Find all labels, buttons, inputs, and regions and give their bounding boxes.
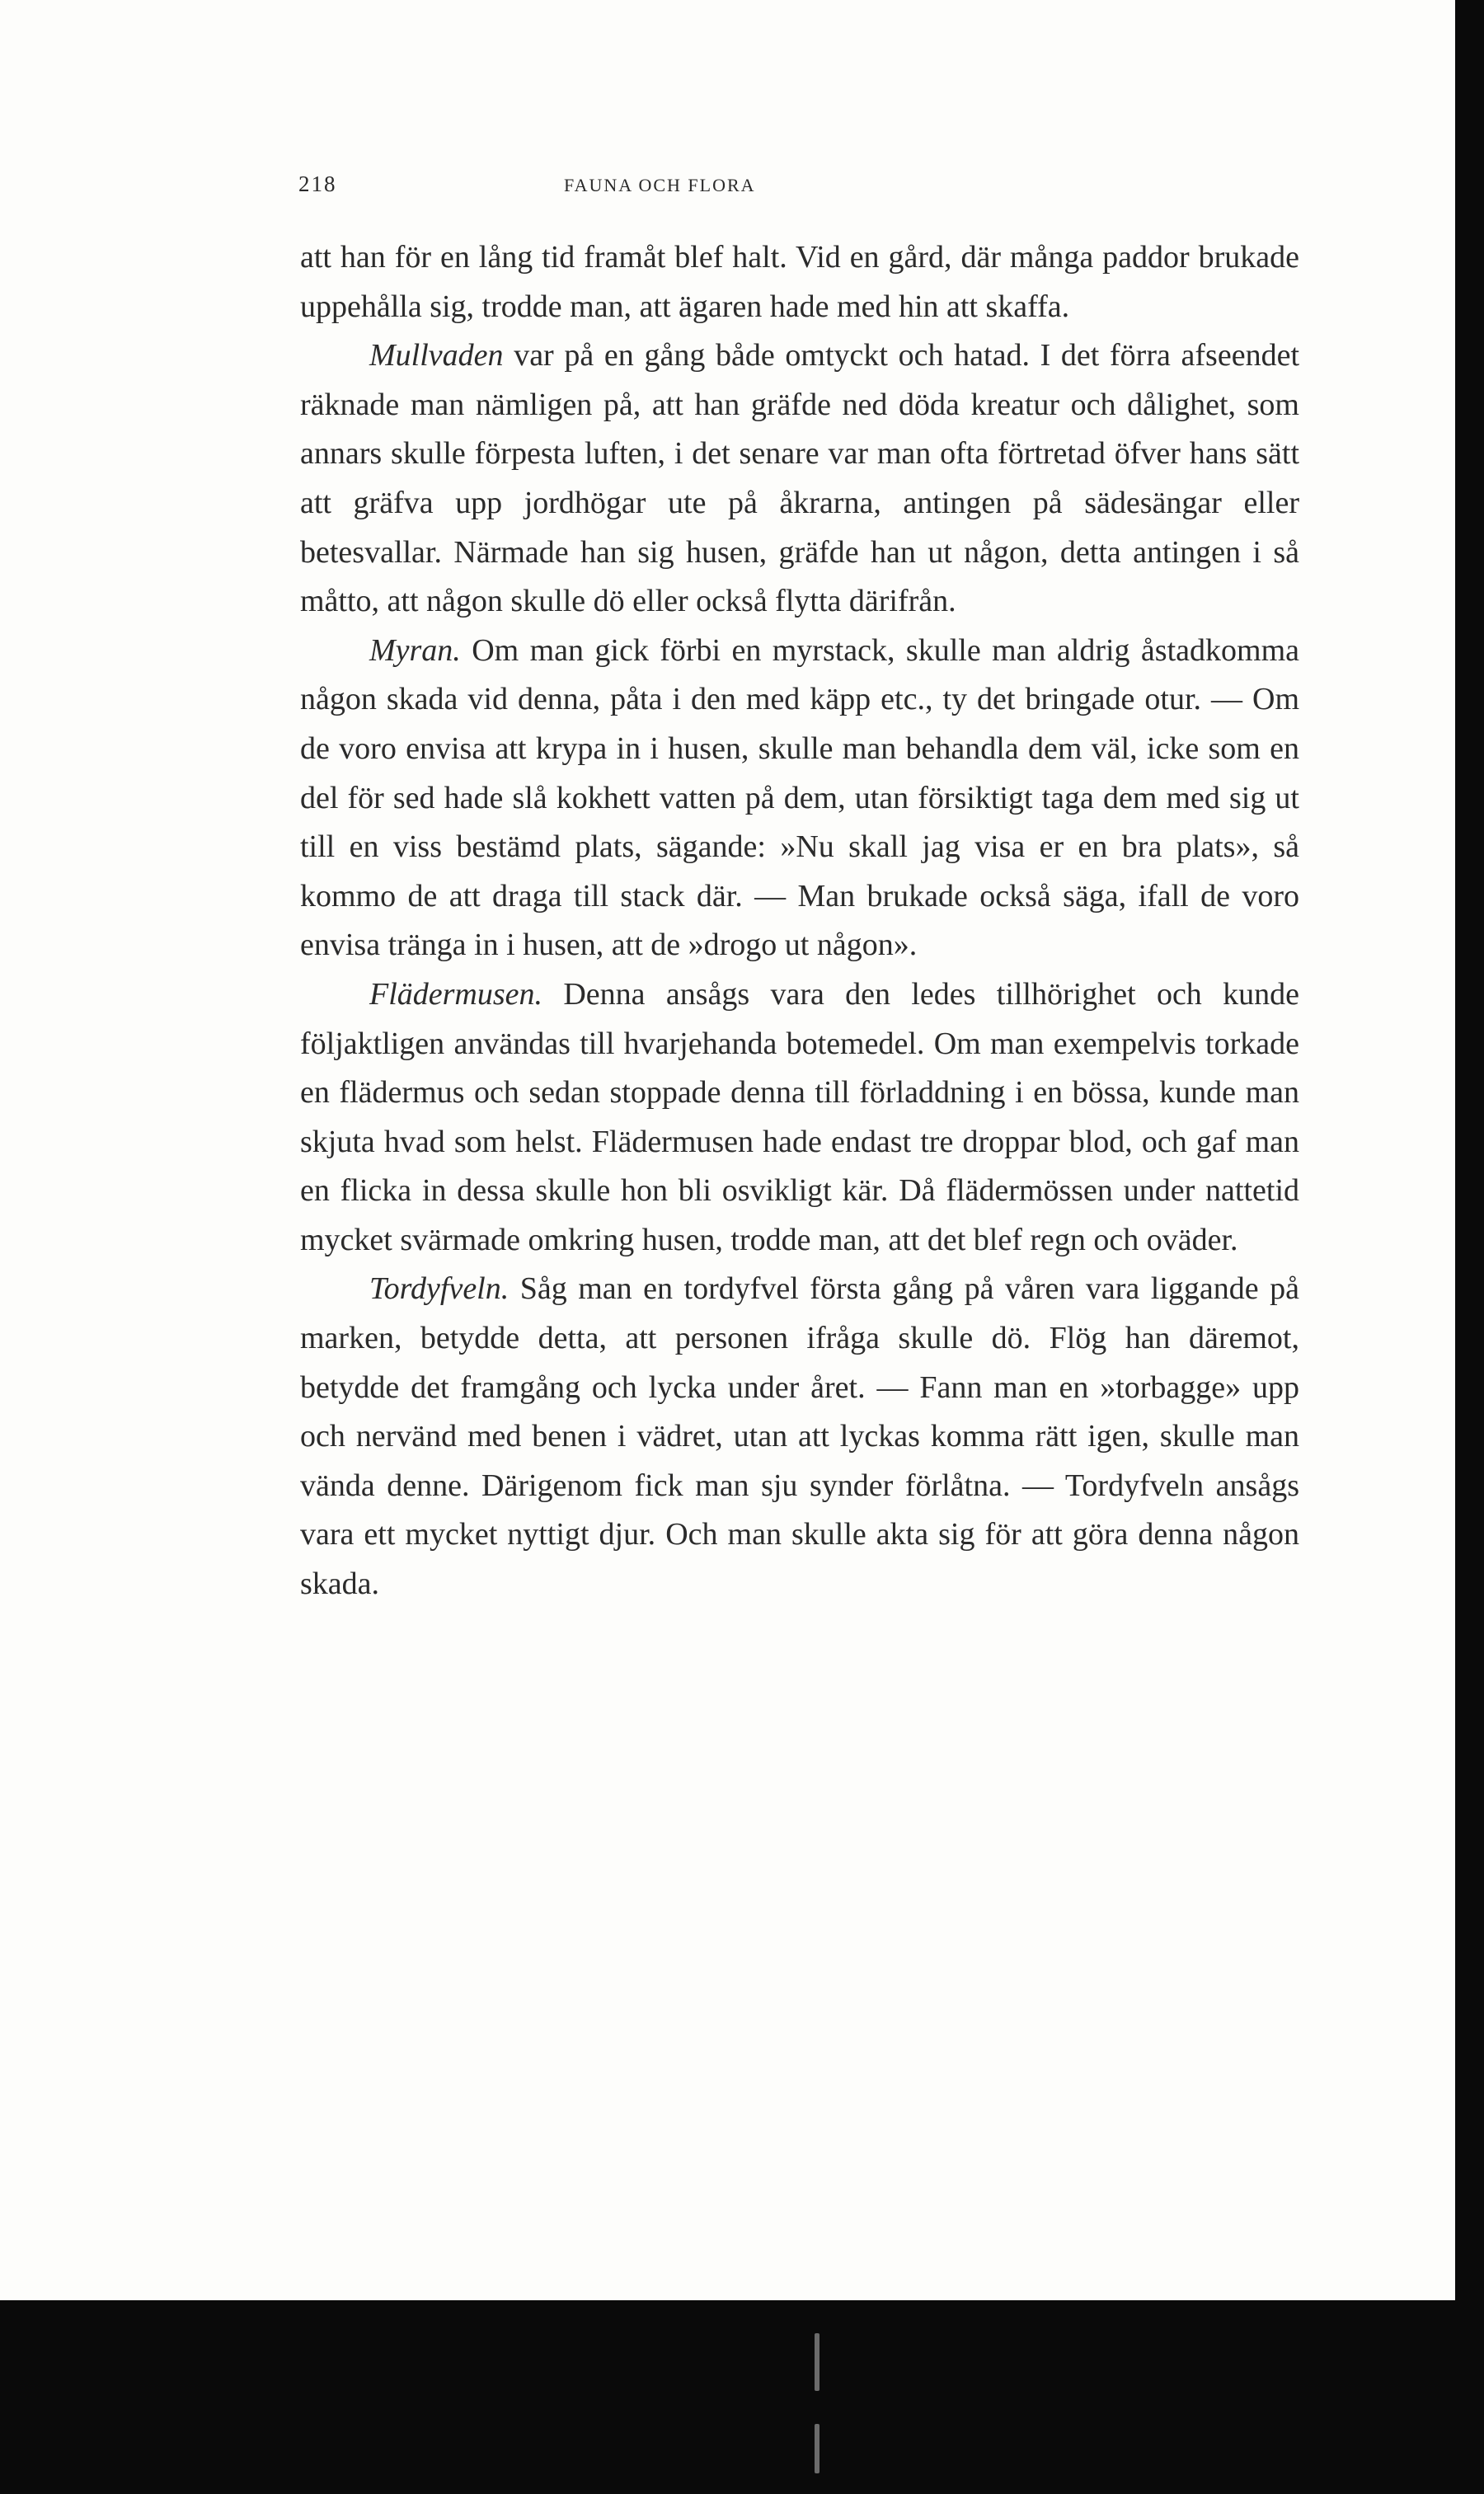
paragraph-lead: Myran. bbox=[369, 632, 461, 668]
paragraph-paddor bbox=[300, 233, 1299, 331]
page-header bbox=[298, 171, 925, 204]
paragraph-tordyfveln bbox=[300, 1265, 1299, 1609]
paragraph-fladermusen bbox=[300, 970, 1299, 1266]
paragraph-text: var på en gång både omtyckt och hatad. I det förra afseendet räknade man nämligen på, att han gräfde ned döda kreatur och dålighet, som annars skulle förpesta luften, i det senare var man ofta förtretad öfver hans sätt att gräfva upp jordhögar ute på åkrarna, antingen på sädesängar eller betesvallar. Närmade han sig husen, gräfde han ut någon, detta antingen i så måtto, att någon skulle dö eller också flytta därifrån. bbox=[300, 338, 1299, 619]
paragraph-lead: Tordyfveln. bbox=[369, 1271, 510, 1307]
binding-mark bbox=[815, 2333, 819, 2391]
body-text bbox=[300, 233, 1299, 1609]
paragraph-text: Om man gick förbi en myrstack, skulle man aldrig åstadkomma någon skada vid denna, påta i den med käpp etc., ty det bringade otur. — Om de voro envisa att krypa in i husen, skulle man behandla dem väl, icke som en del för sed hade slå kokhett vatten på dem, utan försiktigt taga dem med sig ut till en viss bestämd plats, sägande: »Nu skall jag visa er en bra plats», så kommo de att draga till stack där. — Man brukade också säga, ifall de voro envisa tränga in i husen, att de »drogo ut någon». bbox=[300, 632, 1299, 963]
binding-mark bbox=[815, 2424, 819, 2473]
paragraph-lead: Mullvaden bbox=[369, 338, 504, 373]
paragraph-myran bbox=[300, 627, 1299, 970]
paragraph-text: att han för en lång tid framåt blef halt. Vid en gård, där många paddor brukade uppehålla sig, trodde man, att ägaren hade med hin att skaffa. bbox=[300, 240, 1299, 324]
running-head: FAUNA OCH FLORA bbox=[564, 175, 756, 195]
scanner-edge-bottom bbox=[0, 2300, 1455, 2494]
paragraph-lead: Flädermusen. bbox=[369, 976, 543, 1012]
paragraph-mullvaden bbox=[300, 331, 1299, 627]
paragraph-text: Såg man en tordyfvel första gång på våren vara liggande på marken, betydde detta, att personen ifråga skulle dö. Flög han däremot, betydde det framgång och lycka under året. — Fann man en »torbagge» upp och nervänd med benen i vädret, utan att lyckas komma rätt igen, skulle man vända denne. Därigenom fick man sju synder förlåtna. — Tordyfveln ansågs vara ett mycket nyttigt djur. Och man skulle akta sig för att göra denna någon skada. bbox=[300, 1271, 1299, 1602]
paragraph-text: Denna ansågs vara den ledes tillhörighet och kunde följaktligen användas till hvarjehanda botemedel. Om man exempelvis torkade en flädermus och sedan stoppade denna till förladdning i en bössa, kunde man skjuta hvad som helst. Flädermusen hade endast tre droppar blod, och gaf man en flicka in dessa skulle hon bli osvikligt kär. Då flädermössen under nattetid mycket svärmade omkring husen, trodde man, att det blef regn och oväder. bbox=[300, 976, 1299, 1257]
scanner-edge-right bbox=[1455, 0, 1484, 2494]
page-number: 218 bbox=[298, 171, 337, 196]
